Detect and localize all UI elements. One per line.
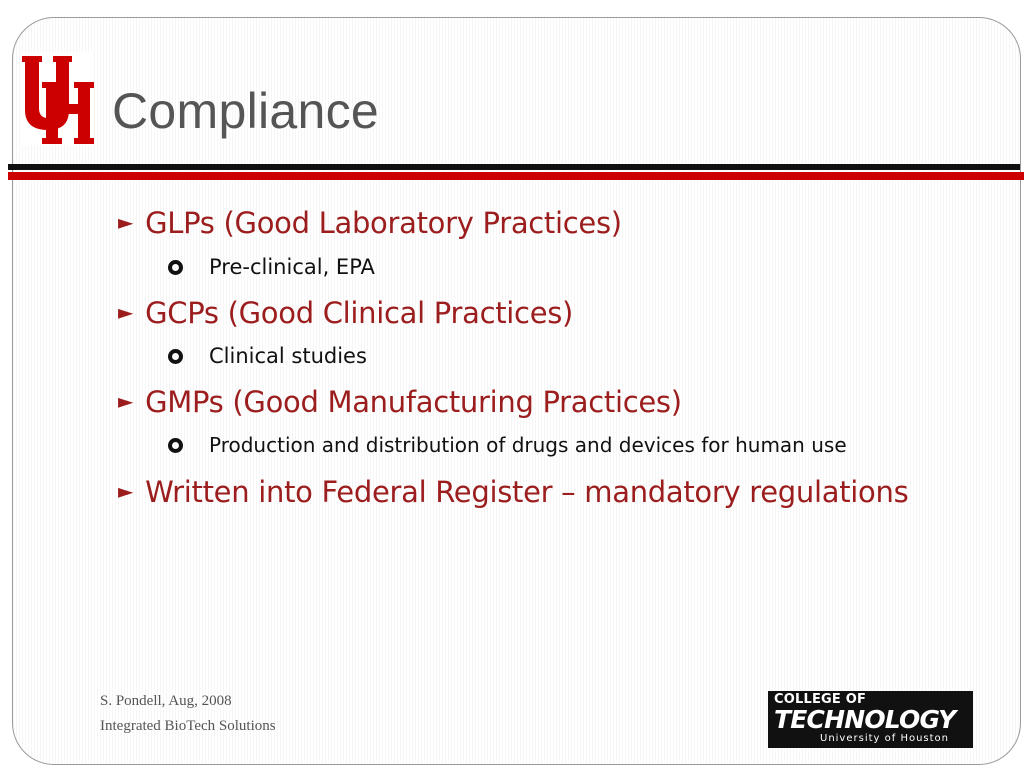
sub-bullet-text: Pre-clinical, EPA <box>209 255 375 279</box>
page-title: Compliance <box>112 83 380 139</box>
bullet-text: GLPs (Good Laboratory Practices) <box>145 206 622 240</box>
sub-bullet-text: Clinical studies <box>209 344 367 368</box>
bullet-item <box>118 385 682 419</box>
right-triangle-bullet-icon: ► <box>118 389 134 413</box>
footer-author: S. Pondell, Aug, 2008 <box>100 693 232 709</box>
cot-logo-line2: TECHNOLOGY <box>774 705 956 734</box>
title-rule-red <box>8 172 1024 180</box>
right-triangle-bullet-icon: ► <box>118 479 134 503</box>
bullet-text: GMPs (Good Manufacturing Practices) <box>145 385 682 419</box>
ring-bullet-icon <box>168 438 183 453</box>
college-of-technology-logo <box>768 691 973 748</box>
footer-organization: Integrated BioTech Solutions <box>100 718 276 734</box>
uh-logo <box>20 52 94 146</box>
bullet-text: GCPs (Good Clinical Practices) <box>145 296 574 330</box>
bullet-item <box>118 206 622 240</box>
bullet-item <box>118 475 908 509</box>
ring-bullet-icon <box>168 260 183 275</box>
sub-bullet-text: Production and distribution of drugs and devices for human use <box>209 433 847 457</box>
bullet-item <box>118 296 573 330</box>
cot-logo-line3: University of Houston <box>820 733 950 744</box>
ring-bullet-icon <box>168 349 183 364</box>
cot-logo-line1: COLLEGE OF <box>774 692 867 707</box>
sub-bullet-item <box>168 344 367 368</box>
title-rule-black <box>8 164 1020 170</box>
right-triangle-bullet-icon: ► <box>118 300 134 324</box>
sub-bullet-item <box>168 255 375 279</box>
sub-bullet-item <box>168 433 847 457</box>
bullet-text: Written into Federal Register – mandatory regulations <box>145 475 909 509</box>
right-triangle-bullet-icon: ► <box>118 210 134 234</box>
